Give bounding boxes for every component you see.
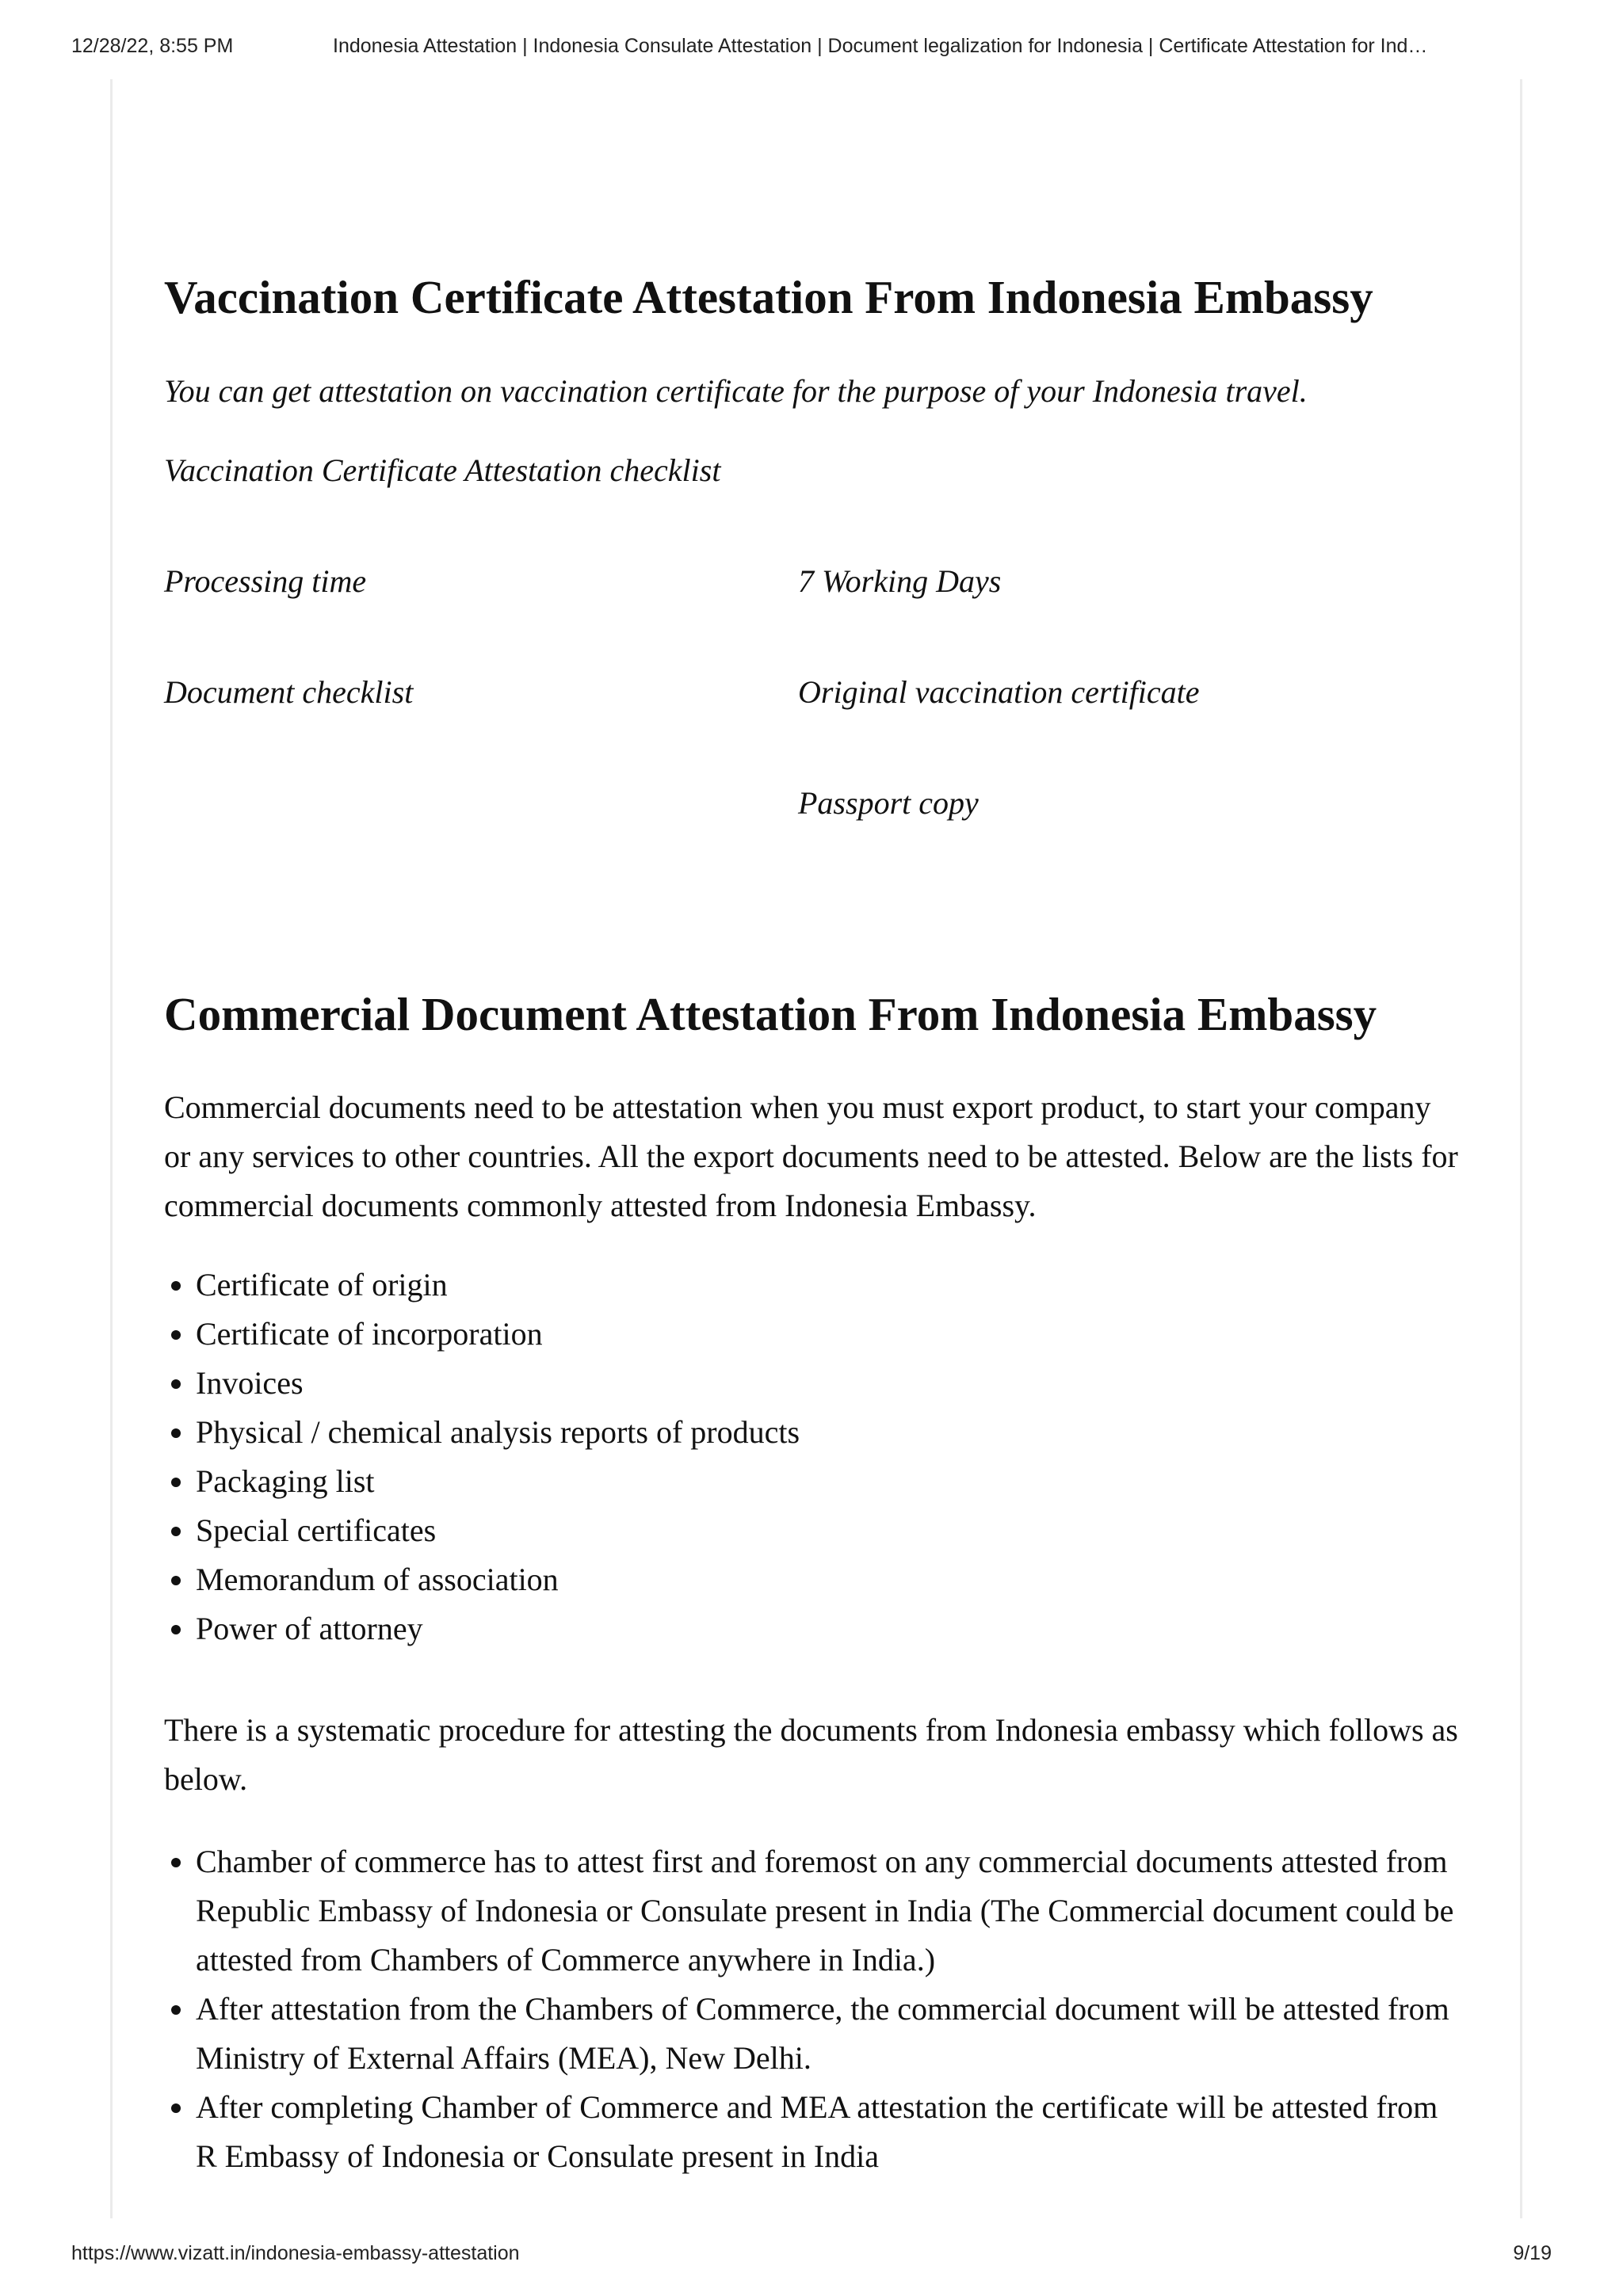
content-border-left bbox=[110, 79, 113, 2218]
commercial-documents-list bbox=[164, 1261, 1464, 1653]
list-item: • Certificate of origin bbox=[196, 1261, 1464, 1310]
vaccination-intro: You can get attestation on vaccination certificate for the purpose of your Indonesia travel. bbox=[164, 373, 1308, 409]
print-url: https://www.vizatt.in/indonesia-embassy-attestation bbox=[71, 2242, 520, 2264]
print-footer bbox=[0, 2242, 1623, 2274]
page-number: 9/19 bbox=[1513, 2242, 1552, 2264]
list-item: • Certificate of incorporation bbox=[196, 1310, 1464, 1359]
vaccination-heading: Vaccination Certificate Attestation From Indonesia Embassy bbox=[164, 271, 1373, 323]
print-datetime: 12/28/22, 8:55 PM bbox=[71, 35, 234, 57]
commercial-intro: Commercial documents need to be attestation when you must export product, to start your company or any services to other countries. All the export documents need to be attested. Below are the lists for commercial documents commonly attested from Indonesia Embassy. bbox=[164, 1089, 1458, 1223]
checklist-value-processing-time: 7 Working Days bbox=[798, 563, 1002, 599]
list-item: • Power of attorney bbox=[196, 1604, 1464, 1653]
checklist-value-original-certificate: Original vaccination certificate bbox=[798, 674, 1200, 710]
vaccination-checklist-title: Vaccination Certificate Attestation checklist bbox=[164, 452, 721, 488]
checklist-value-passport-copy: Passport copy bbox=[798, 785, 979, 821]
list-item: • Chamber of commerce has to attest first and foremost on any commercial documents attested from Republic Embassy of Indonesia or Consulate present in India (The Commercial document could be attested from Chambers of Commerce anywhere in India.) bbox=[196, 1837, 1464, 1985]
list-item: • After attestation from the Chambers of Commerce, the commercial document will be attested from Ministry of External Affairs (MEA), New Delhi. bbox=[196, 1985, 1464, 2083]
list-item: • After completing Chamber of Commerce and MEA attestation the certificate will be attested from R Embassy of Indonesia or Consulate present in India bbox=[196, 2083, 1464, 2181]
list-item: • Memorandum of association bbox=[196, 1555, 1464, 1604]
checklist-label-processing-time: Processing time bbox=[164, 563, 367, 599]
list-item: • Invoices bbox=[196, 1359, 1464, 1408]
content-border-right bbox=[1520, 79, 1522, 2218]
print-header bbox=[0, 35, 1623, 67]
list-item: • Special certificates bbox=[196, 1506, 1464, 1555]
commercial-heading: Commercial Document Attestation From Indonesia Embassy bbox=[164, 988, 1377, 1040]
list-item: • Packaging list bbox=[196, 1457, 1464, 1506]
procedure-steps-list bbox=[164, 1837, 1464, 2181]
checklist-label-document-checklist: Document checklist bbox=[164, 674, 414, 710]
procedure-intro: There is a systematic procedure for attesting the documents from Indonesia embassy which follows as below. bbox=[164, 1712, 1458, 1797]
list-item: • Physical / chemical analysis reports of products bbox=[196, 1408, 1464, 1457]
print-page-title: Indonesia Attestation | Indonesia Consulate Attestation | Document legalization for Indonesia | Certificate Attestation for Ind… bbox=[333, 35, 1428, 57]
